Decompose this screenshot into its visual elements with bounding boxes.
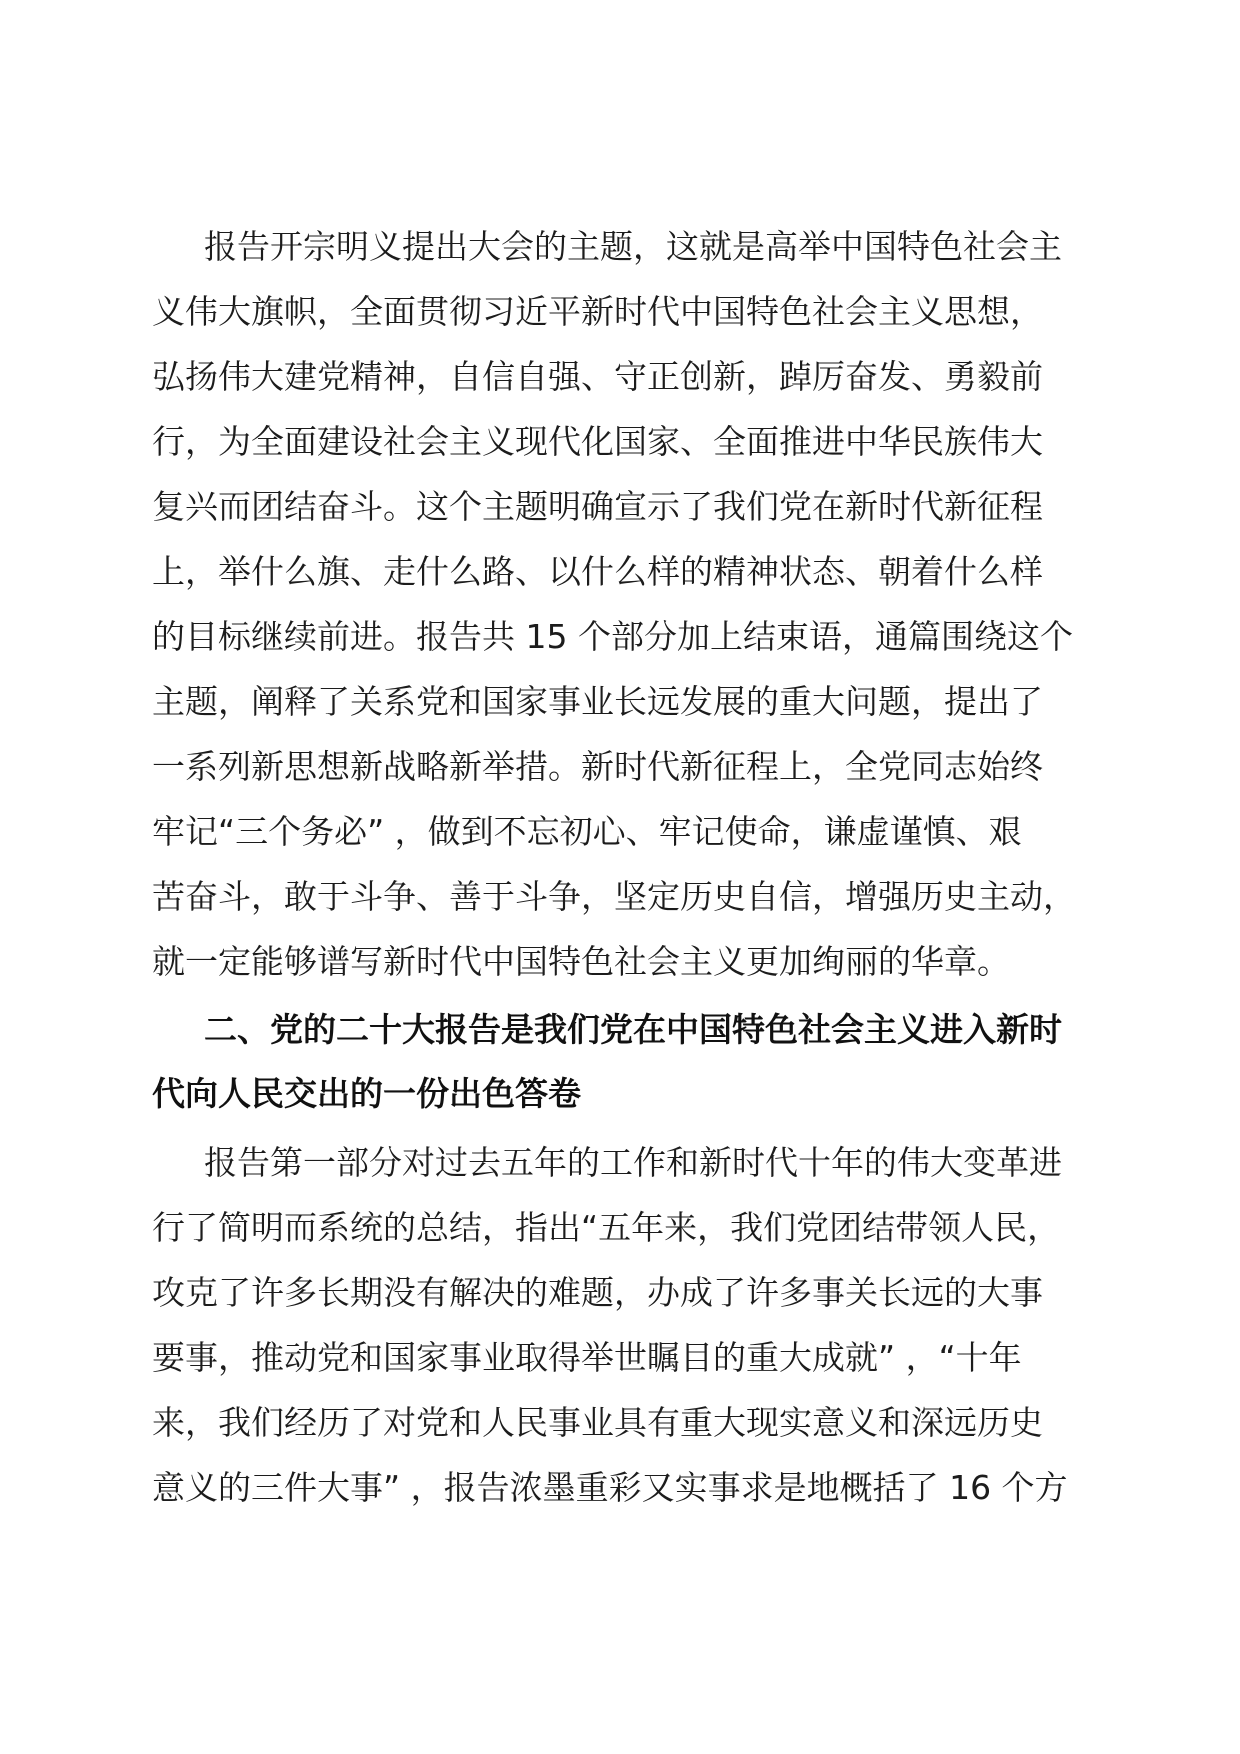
text-line: 意义的三件大事” ，报告浓墨重彩又实事求是地概括了 16 个方 (152, 1468, 1068, 1507)
text-line: 义伟大旗帜，全面贯彻习近平新时代中国特色社会主义思想， (152, 292, 1043, 331)
text-line: 上，举什么旗、走什么路、以什么样的精神状态、朝着什么样 (152, 552, 1043, 591)
text-line: 报告开宗明义提出大会的主题，这就是高举中国特色社会主 (204, 227, 1062, 266)
heading-line: 代向人民交出的一份出色答卷 (152, 1074, 581, 1113)
section-heading (152, 998, 1112, 1126)
text-line: 牢记“三个务必” ，做到不忘初心、牢记使命，谦虚谨慎、艰 (152, 812, 1022, 851)
text-line: 报告第一部分对过去五年的工作和新时代十年的伟大变革进 (204, 1143, 1062, 1182)
document-body (152, 214, 1112, 1520)
text-line: 行了简明而系统的总结，指出“五年来，我们党团结带领人民， (152, 1208, 1061, 1247)
text-line: 就一定能够谱写新时代中国特色社会主义更加绚丽的华章。 (152, 942, 1010, 981)
text-line: 要事，推动党和国家事业取得举世瞩目的重大成就” ，“十年 (152, 1338, 1022, 1377)
text-line: 来，我们经历了对党和人民事业具有重大现实意义和深远历史 (152, 1403, 1043, 1442)
text-line: 攻克了许多长期没有解决的难题，办成了许多事关长远的大事 (152, 1273, 1043, 1312)
paragraph-theme (152, 214, 1112, 994)
text-line: 一系列新思想新战略新举措。新时代新征程上，全党同志始终 (152, 747, 1043, 786)
heading-line: 二、党的二十大报告是我们党在中国特色社会主义进入新时 (204, 1010, 1062, 1049)
text-line: 的目标继续前进。报告共 15 个部分加上结束语，通篇围绕这个 (152, 617, 1073, 656)
text-line: 苦奋斗，敢于斗争、善于斗争，坚定历史自信，增强历史主动， (152, 877, 1076, 916)
paragraph-summary (152, 1130, 1112, 1520)
text-line: 行，为全面建设社会主义现代化国家、全面推进中华民族伟大 (152, 422, 1043, 461)
text-line: 主题，阐释了关系党和国家事业长远发展的重大问题，提出了 (152, 682, 1043, 721)
text-line: 复兴而团结奋斗。这个主题明确宣示了我们党在新时代新征程 (152, 487, 1043, 526)
text-line: 弘扬伟大建党精神，自信自强、守正创新，踔厉奋发、勇毅前 (152, 357, 1043, 396)
